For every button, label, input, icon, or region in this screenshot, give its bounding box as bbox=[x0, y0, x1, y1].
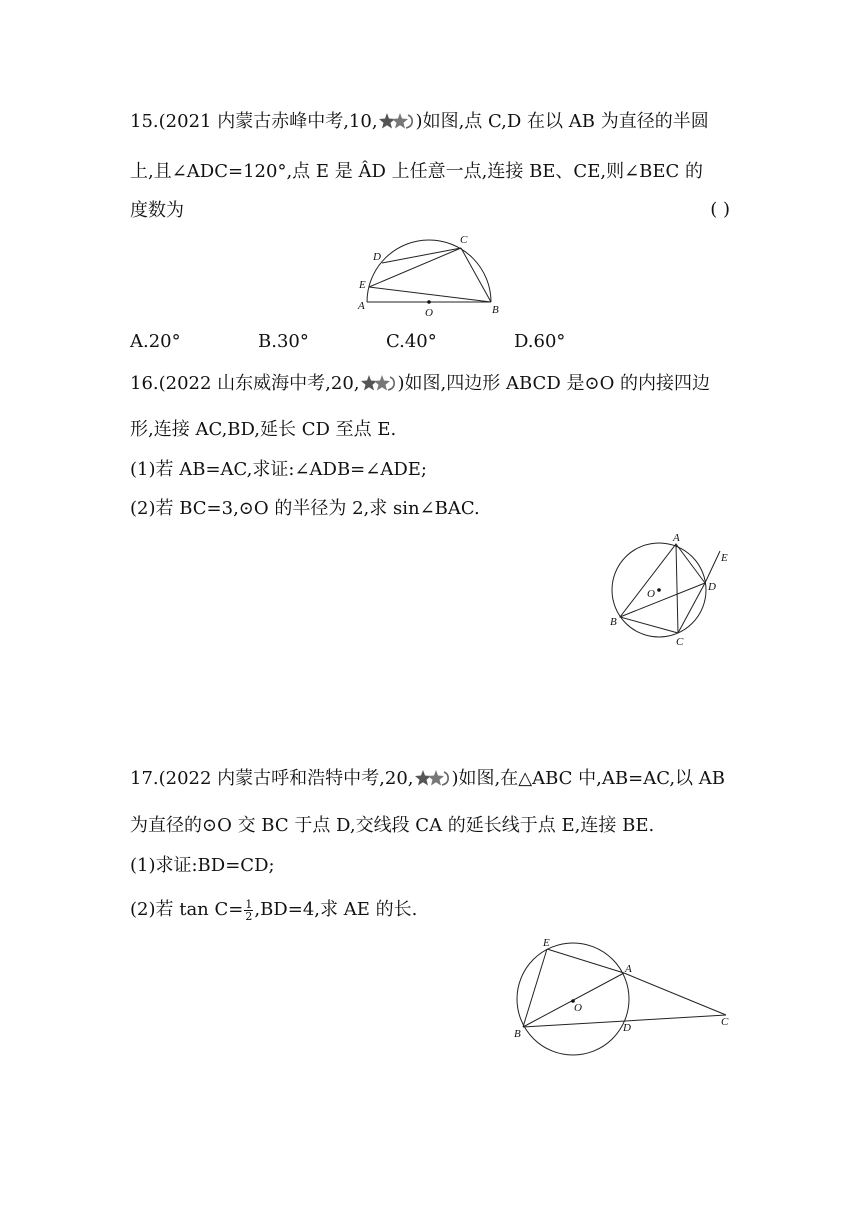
q16-figure bbox=[600, 525, 750, 655]
q16-part1: (1)若 AB=AC,求证:∠ADB=∠ADE; bbox=[130, 459, 427, 480]
q15-line3: 度数为 bbox=[130, 200, 184, 221]
q15-figure bbox=[355, 230, 505, 320]
fig16-label-e: E bbox=[721, 552, 728, 564]
option-d[interactable]: D.60° bbox=[514, 331, 566, 352]
fraction-numerator: 1 bbox=[245, 897, 253, 911]
q16-line1-text: )如图,四边形 ABCD 是⊙O 的内接四边 bbox=[397, 373, 711, 394]
fig15-label-b: B bbox=[492, 304, 499, 316]
q15-line2: 上,且∠ADC=120°,点 E 是 ÂD 上任意一点,连接 BE、CE,则∠BEC 的 bbox=[130, 161, 704, 182]
q17-figure bbox=[505, 935, 745, 1065]
q15-line1 bbox=[130, 110, 709, 134]
q17-line2: 为直径的⊙O 交 BC 于点 D,交线段 CA 的延长线于点 E,连接 BE. bbox=[130, 815, 655, 836]
q15-line1-text: 如图,点 C,D 在以 AB 为直径的半圆 bbox=[422, 111, 709, 132]
fig17-label-c: C bbox=[721, 1016, 729, 1028]
fig17-label-d: D bbox=[623, 1022, 631, 1034]
fraction bbox=[244, 899, 253, 922]
difficulty-stars-icon bbox=[415, 769, 451, 787]
q15-close-paren: ) bbox=[415, 111, 423, 132]
option-c[interactable]: C.40° bbox=[386, 331, 437, 352]
answer-blank: ( ) bbox=[710, 199, 730, 220]
fig15-label-d: D bbox=[373, 251, 381, 263]
q15-source: (2021 内蒙古赤峰中考,10, bbox=[158, 111, 378, 132]
q17-part2-prefix: (2)若 tan C= bbox=[130, 899, 244, 920]
fig17-label-b: B bbox=[514, 1028, 521, 1040]
difficulty-stars-icon bbox=[361, 374, 397, 392]
fig15-label-o: O bbox=[425, 307, 433, 319]
fig15-label-e: E bbox=[359, 279, 366, 291]
q17-source: 17.(2022 内蒙古呼和浩特中考,20, bbox=[130, 768, 414, 789]
q17-part1: (1)求证:BD=CD; bbox=[130, 855, 275, 876]
fig16-label-a: A bbox=[673, 532, 680, 544]
q17-part2-suffix: ,BD=4,求 AE 的长. bbox=[254, 899, 418, 920]
q16-part2: (2)若 BC=3,⊙O 的半径为 2,求 sin∠BAC. bbox=[130, 498, 480, 519]
q17-line1 bbox=[130, 767, 725, 791]
fig16-label-b: B bbox=[610, 616, 617, 628]
q16-line2: 形,连接 AC,BD,延长 CD 至点 E. bbox=[130, 419, 397, 440]
fig16-label-c: C bbox=[676, 636, 684, 648]
fraction-denominator: 2 bbox=[245, 909, 253, 923]
option-b[interactable]: B.30° bbox=[258, 331, 309, 352]
option-a[interactable]: A.20° bbox=[130, 331, 181, 352]
fig17-label-e: E bbox=[543, 937, 550, 949]
q16-source: 16.(2022 山东威海中考,20, bbox=[130, 373, 360, 394]
fig17-label-o: O bbox=[574, 1002, 582, 1014]
fig16-label-d: D bbox=[708, 581, 716, 593]
q15-number: 15. bbox=[130, 111, 159, 132]
q16-line1 bbox=[130, 372, 710, 396]
fig17-label-a: A bbox=[625, 963, 632, 975]
difficulty-stars-icon bbox=[379, 112, 415, 130]
q17-line1-text: )如图,在△ABC 中,AB=AC,以 AB bbox=[451, 768, 726, 789]
q17-part2 bbox=[130, 898, 417, 922]
fig15-label-c: C bbox=[460, 234, 468, 246]
fig16-label-o: O bbox=[647, 588, 655, 600]
fig15-label-a: A bbox=[358, 300, 365, 312]
